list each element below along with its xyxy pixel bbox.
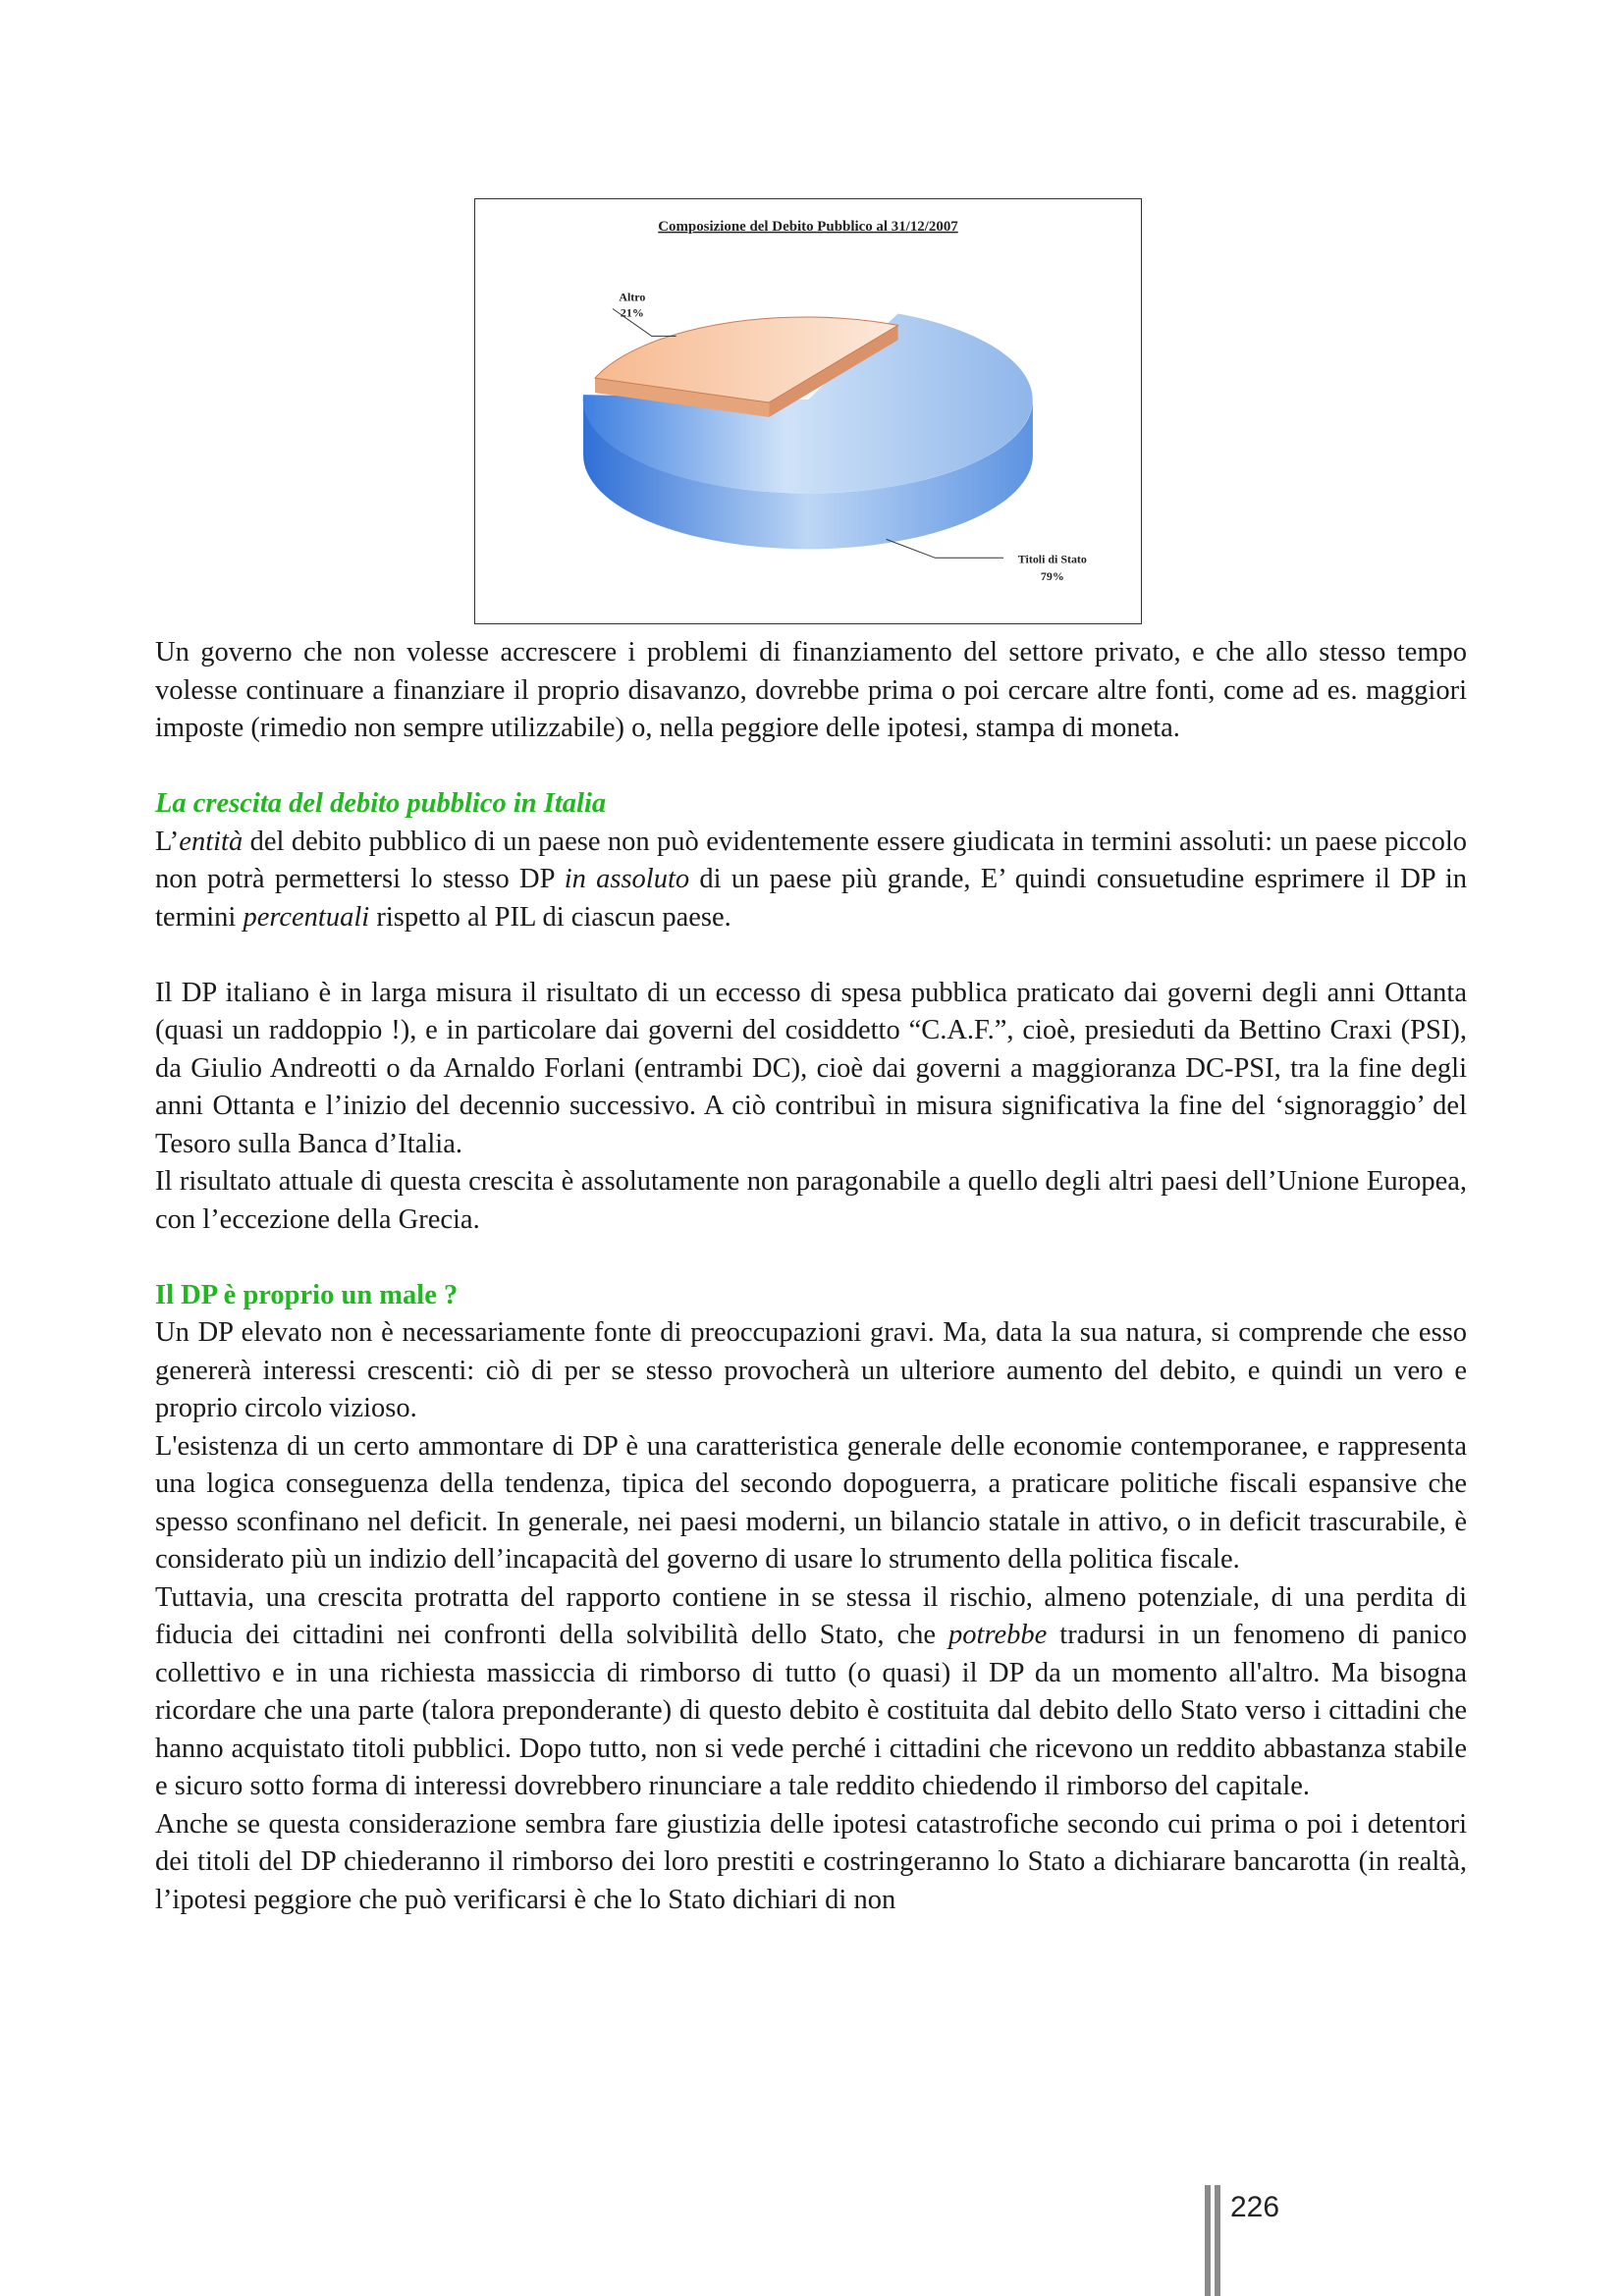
paragraph-7: Tuttavia, una crescita protratta del rapporto contiene in se stessa il rischio, almeno potenziale, di una perdita di fiducia dei cittadini nei confronti della solvibilità dello Stato, che potrebbe tradursi in un fenomeno di panico collettivo e in una richiesta massiccia di rimborso di tutto (o quasi) il DP da un momento all'altro. Ma bisogna ricordare che una parte (talora preponderante) di questo debito è costituita dal debito dello Stato verso i cittadini che hanno acquistato titoli pubblici. Dopo tutto, non si vede perché i cittadini che ricevono un reddito abbastanza stabile e sicuro sotto forma di interessi dovrebbero rinunciare a tale reddito chiedendo il rimborso del capitale.	[155, 1581, 1467, 1801]
pie-chart-svg	[475, 199, 1141, 623]
leader-titoli	[887, 539, 1003, 558]
pie-chart	[474, 198, 1142, 624]
paragraph-4: Il risultato attuale di questa crescita è assolutamente non paragonabile a quello degli altri paesi dell’Unione Europea, con l’eccezione della Grecia.	[155, 1166, 1467, 1235]
paragraph-5: Un DP elevato non è necessariamente fonte di preoccupazioni gravi. Ma, data la sua natura, si comprende che esso genererà interessi crescenti: ciò di per se stesso provocherà un ulteriore aumento del debito, e quindi un vero e proprio circolo vizioso.	[155, 1317, 1467, 1423]
value-titoli-di-stato: 79%	[1040, 569, 1064, 584]
label-titoli-di-stato: Titoli di Stato	[1017, 552, 1087, 566]
paragraph-8: Anche se questa considerazione sembra fare giustizia delle ipotesi catastrofiche secondo cui prima o poi i detentori dei titoli del DP chiederanno il rimborso dei loro prestiti e costringeranno lo Stato a dichiarare bancarotta (in realtà, l’ipotesi peggiore che può verificarsi è che lo Stato dichiari di non	[155, 1808, 1467, 1915]
document-body	[155, 634, 1467, 1919]
paragraph-1: Un governo che non volesse accrescere i problemi di finanziamento del settore privato, e che allo stesso tempo volesse continuare a finanziare il proprio disavanzo, dovrebbe prima o poi cercare altre fonti, come ad es. maggiori imposte (rimedio non sempre utilizzabile) o, nella peggiore delle ipotesi, stampa di moneta.	[155, 637, 1467, 743]
chart-title: Composizione del Debito Pubblico al 31/12/2007	[658, 218, 958, 235]
footer-bar	[1205, 2185, 1211, 2296]
heading-crescita: La crescita del debito pubblico in Italia	[155, 788, 607, 819]
footer-bar	[1215, 2185, 1220, 2296]
page-footer	[1205, 2185, 1401, 2296]
label-altro: Altro	[619, 290, 646, 304]
page-number: 226	[1230, 2191, 1280, 2223]
value-altro: 21%	[620, 305, 644, 320]
paragraph-6: L'esistenza di un certo ammontare di DP è una caratteristica generale delle economie contemporanee, e rappresenta una logica conseguenza della tendenza, tipica del secondo dopoguerra, a praticare politiche fiscali espansive che spesso sconfinano nel deficit. In generale, nei paesi moderni, un bilancio statale in attivo, o in deficit trascurabile, è considerato più un indizio dell’incapacità del governo di usare lo strumento della politica fiscale.	[155, 1430, 1467, 1575]
heading-male: Il DP è proprio un male ?	[155, 1279, 459, 1310]
paragraph-2: L’entità del debito pubblico di un paese non può evidentemente essere giudicata in termini assoluti: un paese piccolo non potrà permettersi lo stesso DP in assoluto di un paese più grande, E’ quindi consuetudine esprimere il DP in termini percentuali rispetto al PIL di ciascun paese.	[155, 826, 1468, 933]
paragraph-3: Il DP italiano è in larga misura il risultato di un eccesso di spesa pubblica praticato dai governi degli anni Ottanta (quasi un raddoppio !), e in particolare dai governi del cosiddetto “C.A.F.”, cioè, presieduti da Bettino Craxi (PSI), da Giulio Andreotti o da Arnaldo Forlani (entrambi DC), cioè dai governi a maggioranza DC-PSI, tra la fine degli anni Ottanta e l’inizio del decennio successivo. A ciò contribuì in misura significativa la fine del ‘signoraggio’ del Tesoro sulla Banca d’Italia.	[155, 977, 1467, 1159]
